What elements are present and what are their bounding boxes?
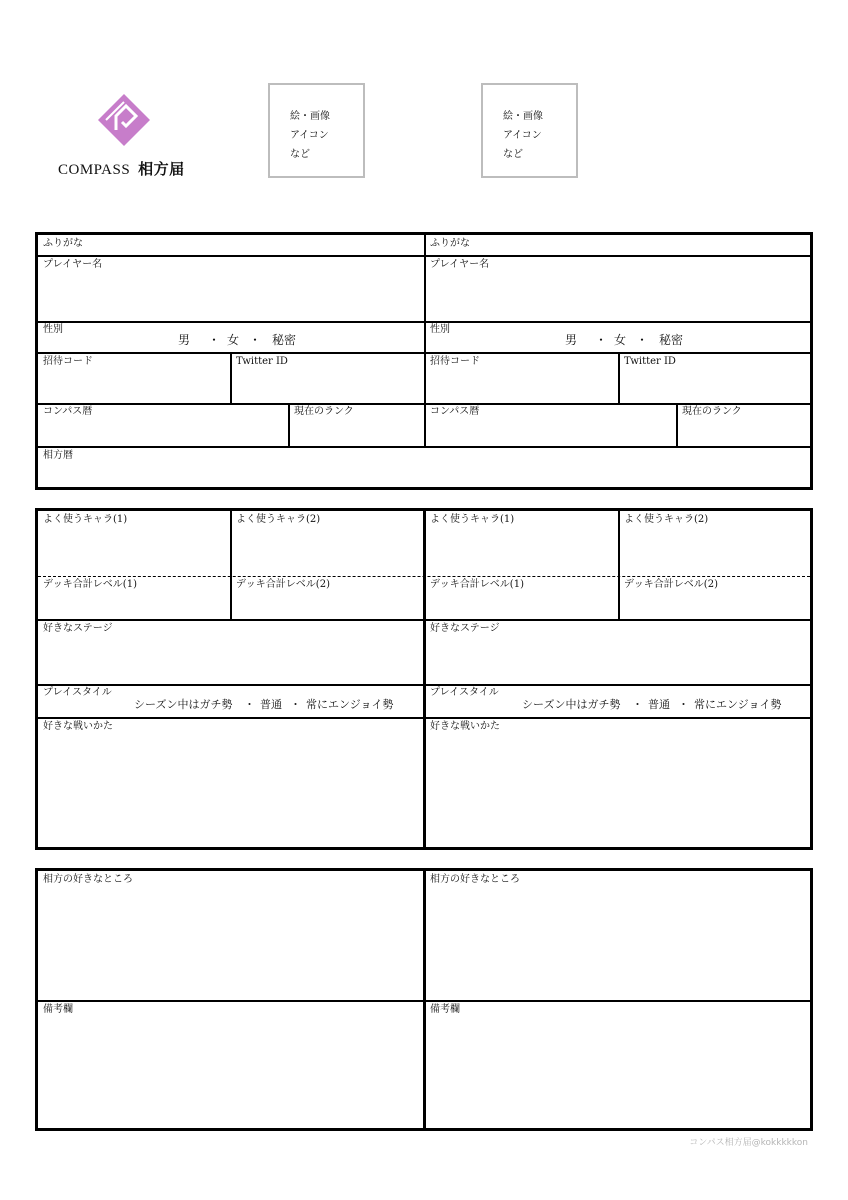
playstyle-separator: ・ <box>678 698 689 711</box>
furigana-label: ふりがな <box>430 238 470 249</box>
playstyle-option-normal[interactable]: 普通 <box>648 698 670 711</box>
current-rank-label: 現在のランク <box>294 406 354 417</box>
deck-level-1-label: デッキ合計レベル(1) <box>43 579 137 590</box>
twitter-id-label: Twitter ID <box>236 356 288 367</box>
brand-text: COMPASS <box>58 162 131 178</box>
divider <box>618 352 620 403</box>
playstyle-option-normal[interactable]: 普通 <box>260 698 282 711</box>
deck-level-2-label: デッキ合計レベル(2) <box>624 579 718 590</box>
page-title <box>58 158 185 179</box>
playstyle-separator: ・ <box>632 698 643 711</box>
gender-option-male[interactable]: 男 <box>178 333 191 347</box>
divider <box>38 619 810 621</box>
twitter-id-label: Twitter ID <box>624 356 676 367</box>
gender-option-male[interactable]: 男 <box>565 333 578 347</box>
gender-option-female[interactable]: 女 <box>614 333 627 347</box>
current-rank-label: 現在のランク <box>682 406 742 417</box>
icon-box-line: 絵・画像 <box>290 111 330 122</box>
dashed-divider <box>38 576 810 577</box>
favorite-character-2-label: よく使うキャラ(2) <box>236 514 321 525</box>
divider <box>38 684 810 686</box>
gender-separator: ・ <box>249 333 262 347</box>
favorite-stage-label: 好きなステージ <box>43 623 113 634</box>
divider <box>676 403 678 446</box>
divider <box>288 403 290 446</box>
playstyle-separator: ・ <box>290 698 301 711</box>
invite-code-label: 招待コード <box>43 356 93 367</box>
playstyle-label: プレイスタイル <box>430 687 499 698</box>
profile-section <box>35 232 813 490</box>
partner-years-label: 相方暦 <box>43 450 73 461</box>
partner-likes-label: 相方の好きなところ <box>43 874 133 885</box>
compass-diamond-logo <box>96 92 152 148</box>
playstyle-separator: ・ <box>244 698 255 711</box>
title-text: 相方届 <box>138 162 185 178</box>
playstyle-option-hardcore[interactable]: シーズン中はガチ勢 <box>134 698 233 711</box>
column-divider <box>424 235 426 446</box>
gameplay-section <box>35 508 813 850</box>
icon-box-line: アイコン <box>290 130 329 141</box>
logo-diamond-shape <box>98 94 150 146</box>
column-divider <box>423 511 426 847</box>
compass-years-label: コンパス暦 <box>43 406 93 417</box>
favorite-character-1-label: よく使うキャラ(1) <box>430 514 515 525</box>
icon-box-line: アイコン <box>503 130 542 141</box>
favorite-stage-label: 好きなステージ <box>430 623 500 634</box>
playstyle-option-casual[interactable]: 常にエンジョイ勢 <box>694 698 782 711</box>
divider <box>230 511 232 619</box>
remarks-label: 備考欄 <box>43 1004 73 1015</box>
playstyle-option-hardcore[interactable]: シーズン中はガチ勢 <box>522 698 621 711</box>
gender-option-secret[interactable]: 秘密 <box>272 333 297 347</box>
gender-label: 性別 <box>430 324 450 335</box>
partner-likes-label: 相方の好きなところ <box>430 874 520 885</box>
icon-box-line: など <box>290 149 310 160</box>
gender-separator: ・ <box>208 333 221 347</box>
furigana-label: ふりがな <box>43 238 83 249</box>
icon-image-box-left <box>268 83 365 178</box>
fighting-style-label: 好きな戦いかた <box>430 721 500 732</box>
divider <box>38 446 810 448</box>
remarks-label: 備考欄 <box>430 1004 460 1015</box>
gender-separator: ・ <box>636 333 649 347</box>
divider <box>38 717 810 719</box>
deck-level-2-label: デッキ合計レベル(2) <box>236 579 330 590</box>
gender-option-female[interactable]: 女 <box>227 333 240 347</box>
fighting-style-label: 好きな戦いかた <box>43 721 113 732</box>
favorite-character-2-label: よく使うキャラ(2) <box>624 514 709 525</box>
gender-separator: ・ <box>595 333 608 347</box>
icon-box-line: など <box>503 149 523 160</box>
gender-option-secret[interactable]: 秘密 <box>659 333 684 347</box>
icon-box-line: 絵・画像 <box>503 111 543 122</box>
deck-level-1-label: デッキ合計レベル(1) <box>430 579 524 590</box>
playstyle-option-casual[interactable]: 常にエンジョイ勢 <box>306 698 394 711</box>
divider <box>38 1000 810 1002</box>
playstyle-label: プレイスタイル <box>43 687 112 698</box>
divider <box>230 352 232 403</box>
favorite-character-1-label: よく使うキャラ(1) <box>43 514 128 525</box>
compass-years-label: コンパス暦 <box>430 406 480 417</box>
icon-image-box-right <box>481 83 578 178</box>
divider <box>618 511 620 619</box>
gender-label: 性別 <box>43 324 63 335</box>
notes-section <box>35 868 813 1131</box>
player-name-label: プレイヤー名 <box>43 259 103 270</box>
credit-text: コンパス相方届@kokkkkkon <box>689 1138 808 1148</box>
invite-code-label: 招待コード <box>430 356 480 367</box>
player-name-label: プレイヤー名 <box>430 259 490 270</box>
